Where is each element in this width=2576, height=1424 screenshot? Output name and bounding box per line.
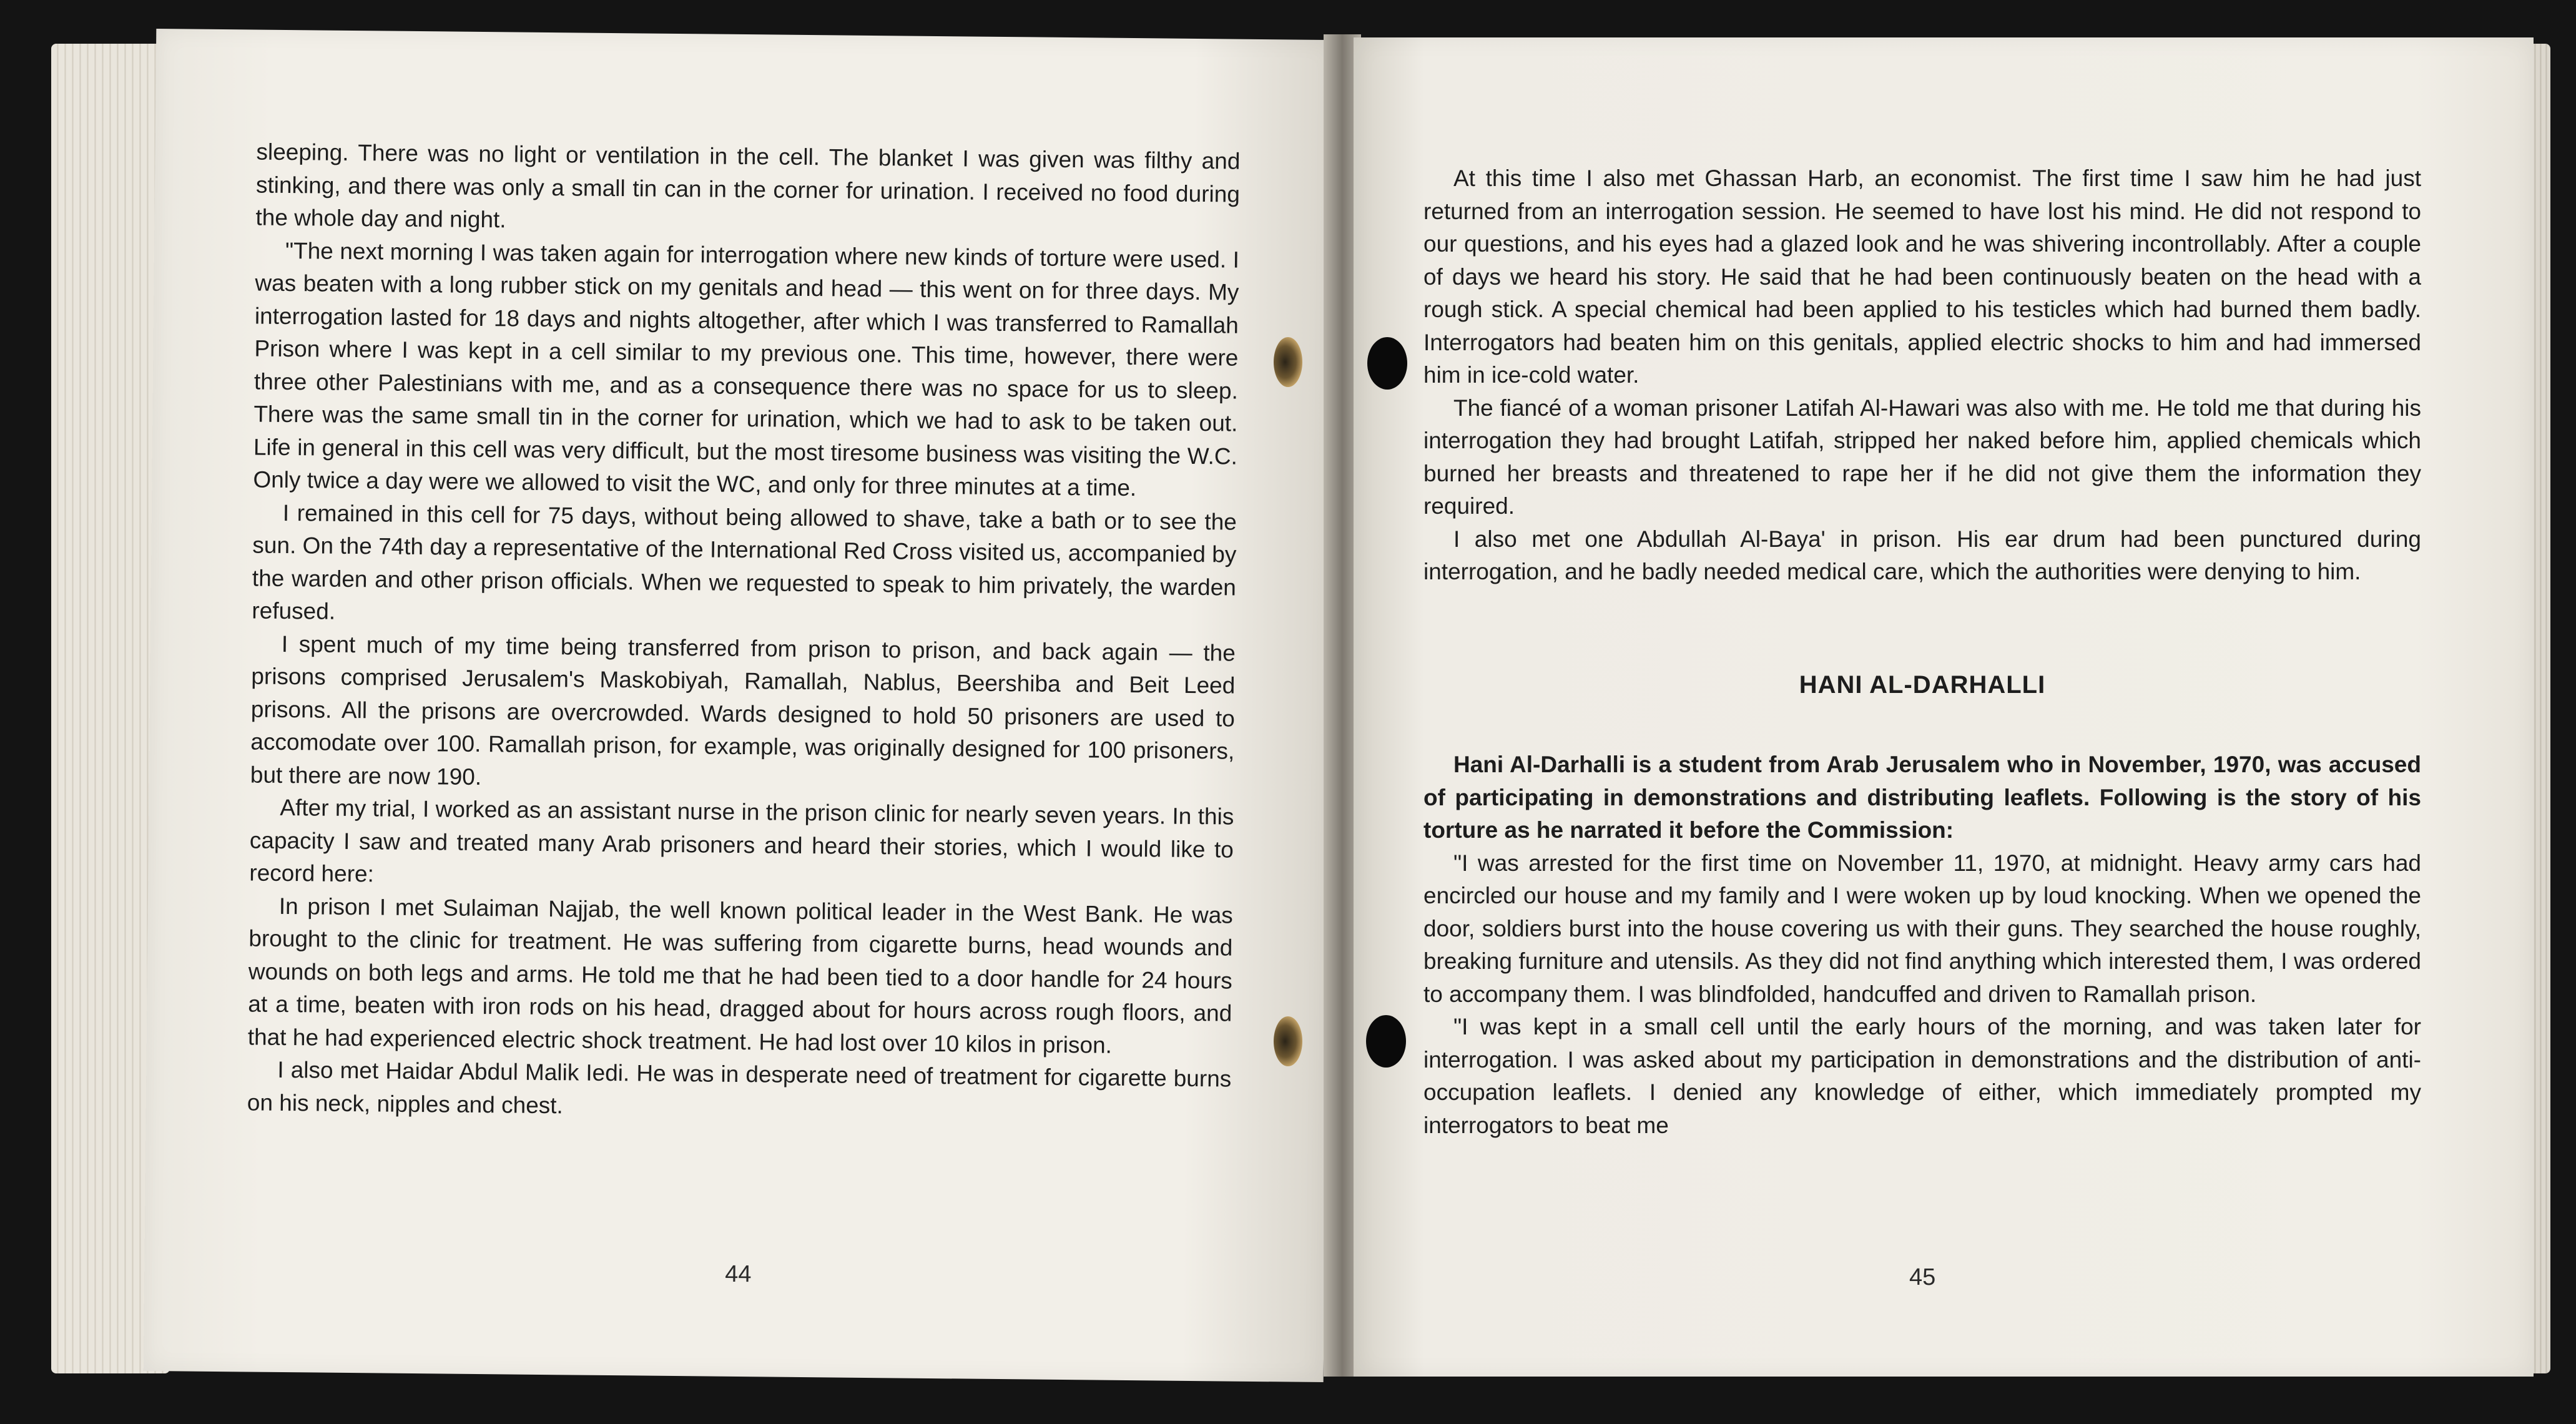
paragraph: I spent much of my time being transferred from prison to prison, and back again — the prisons comprised Jerusalem's Maskobiyah, Ramallah, Nablus, Beershiba and Beit Leed prisons. All the prisons are overcrowded. Wards designed to hold 50 prisoners are used to accomodate over 100. Ramallah prison, for example, was originally designed for 100 prisoners, but there are now 190. [250,631,1236,790]
binding-hole-icon [1367,337,1407,390]
binding-hole-icon [1274,337,1302,387]
paragraph: In prison I met Sulaiman Najjab, the well known political leader in the West Bank. He was brought to the clinic for treatment. He was suffering from cigarette burns, head wounds and wounds on both legs and arms. He told me that he had been tied to a door handle for 24 hours at a time, beaten with iron rods on his head, dragged about for hours across rough floors, and that he had experienced electric shock treatment. He had lost over 10 kilos in prison. [247,893,1234,1058]
left-page [144,29,1337,1382]
left-page-text [247,136,1241,1129]
right-page [1354,37,2534,1377]
paragraph: I also met one Abdullah Al-Baya' in prison. His ear drum had been punctured during interrogation, and he badly needed medical care, which the authorities were denying to him. [1423,526,2421,584]
paragraph: sleeping. There was no light or ventilation in the cell. The blanket I was given was filthy and stinking, and there was only a small tin can in the corner for urination. I received no food during the whole day and night. [255,139,1241,233]
paragraph: "I was kept in a small cell until the early hours of the morning, and was taken later for interrogation. I was asked about my participation in demonstrations and the distribution of anti-occupation leaflets. I denied any knowledge of either, which immediately prompted my interrogators to beat me [1423,1014,2421,1138]
right-page-text [1423,162,2421,1142]
page-number-right: 45 [1909,1264,1936,1290]
page-number-left: 44 [725,1260,752,1288]
paragraph: I remained in this cell for 75 days, without being allowed to shave, take a bath or to see the sun. On the 74th day a representative of the International Red Cross visited us, accompanied by the warden and other prison officials. When we requested to speak to him privately, the warden refused. [252,499,1237,624]
binding-hole-icon [1366,1015,1406,1068]
paragraph: At this time I also met Ghassan Harb, an economist. The first time I saw him he had just returned from an interrogation session. He seemed to have lost his mind. He did not respond to our questions, and his eyes had a glazed look and he was shivering incontrollably. After a couple of days we heard his story. He said that he had been continuously beaten on the head with a rough stick. A special chemical had been applied to his testicles which had burned them badly. Interrogators had beaten him on this genitals, applied electric shocks to him and had immersed him in ice-cold water. [1423,165,2421,388]
section-title: HANI AL-DARHALLI [1799,670,2046,699]
paragraph: "The next morning I was taken again for interrogation where new kinds of torture were used. I was beaten with a long rubber stick on my genitals and head — this went on for three days. My interrogation lasted for 18 days and nights altogether, after which I was transferred to Ramallah Prison where I was kept in a cell similar to my previous one. This time, however, there were three other Palestinians with me, and as a consequence there was no space for us to sleep. There was the same small tin in the corner for urination, which we had to ask to be taken out. Life in general in this cell was very difficult, but the most tiresome business was visiting the W.C. Only twice a day were we allowed to visit the WC, and only for three minutes at a time. [253,237,1240,501]
binding-hole-icon [1274,1016,1302,1066]
paragraph: I also met Haidar Abdul Malik Iedi. He was in desperate need of treatment for cigarette burns on his neck, nipples and chest. [247,1056,1232,1118]
intro-paragraph: Hani Al-Darhalli is a student from Arab Jerusalem who in November, 1970, was accused of participating in demonstrations and distributing leaflets. Following is the story of his torture as he narrated it before the Commission: [1423,752,2421,843]
paragraph: "I was arrested for the first time on November 11, 1970, at midnight. Heavy army cars had encircled our house and my family and I were woken up by loud knocking. When we opened the door, soldiers burst into the house covering us with their guns. They searched the house roughly, breaking furniture and utensils. As they did not find anything which interested them, I was ordered to accompany them. I was blindfolded, handcuffed and driven to Ramallah prison. [1423,850,2421,1007]
paragraph: The fiancé of a woman prisoner Latifah Al-Hawari was also with me. He told me that during his interrogation they had brought Latifah, stripped her naked before him, applied chemicals which burned her breasts and threatened to rape her if he did not give them the information they required. [1423,395,2421,519]
paragraph: After my trial, I worked as an assistant nurse in the prison clinic for nearly seven years. In this capacity I saw and treated many Arab prisoners and heard their stories, which I would like to record here: [249,794,1234,887]
